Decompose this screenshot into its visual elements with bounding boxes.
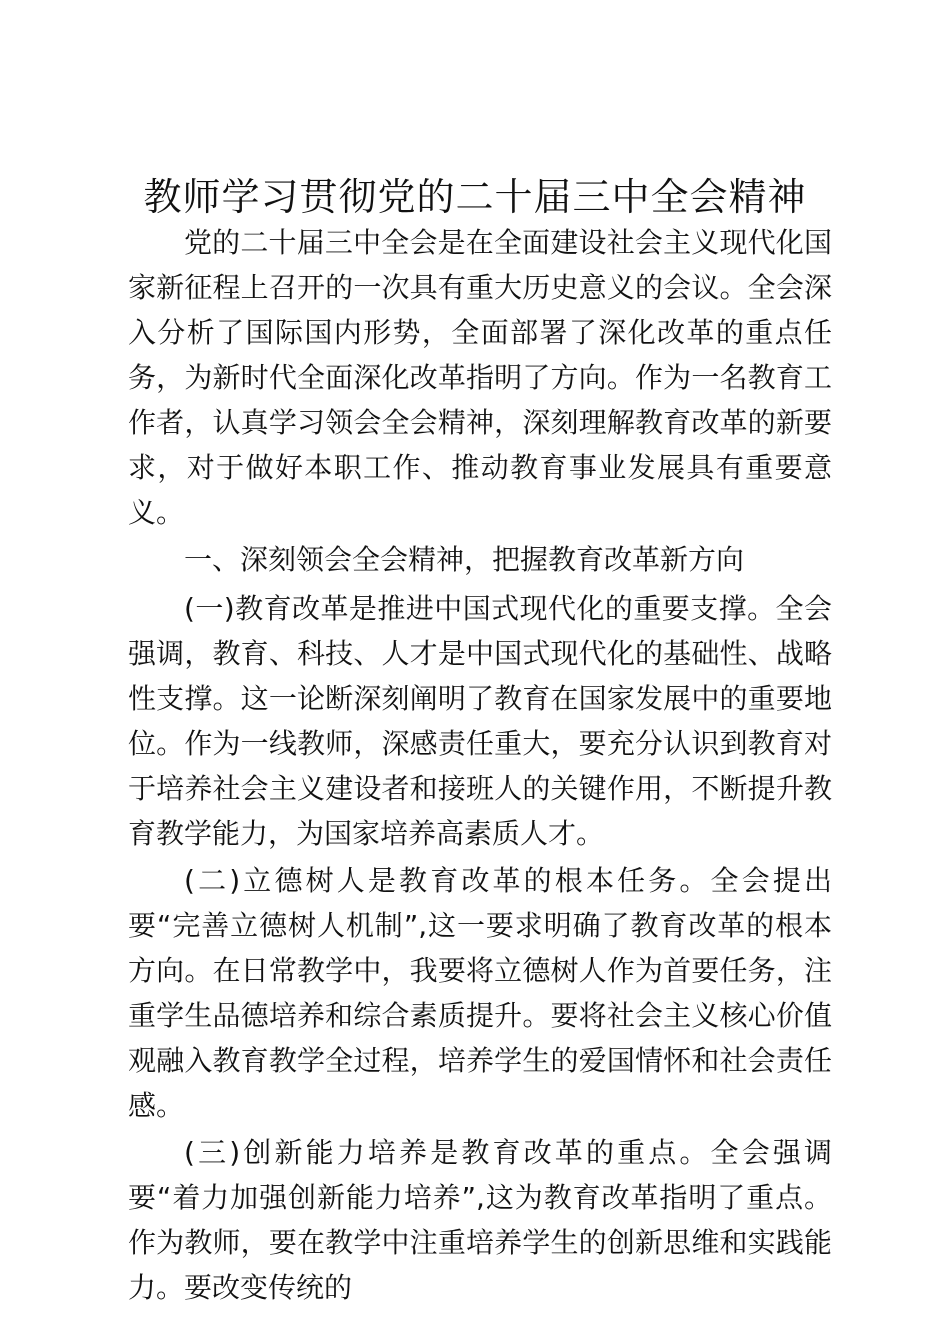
intro-paragraph: 党的二十届三中全会是在全面建设社会主义现代化国家新征程上召开的一次具有重大历史意义的会议。全会深入分析了国际国内形势，全面部署了深化改革的重点任务，为新时代全面深化改革指明了方向。作为一名教育工作者，认真学习领会全会精神，深刻理解教育改革的新要求，对于做好本职工作、推动教育事业发展具有重要意义。 <box>128 226 832 529</box>
document-title: 教师学习贯彻党的二十届三中全会精神 <box>143 175 807 219</box>
paragraph-point-1: (一)教育改革是推进中国式现代化的重要支撑。全会强调，教育、科技、人才是中国式现代化的基础性、战略性支撑。这一论断深刻阐明了教育在国家发展中的重要地位。作为一线教师，深感责任重大，要充分认识到教育对于培养社会主义建设者和接班人的关键作用，不断提升教育教学能力，为国家培养高素质人才。 <box>128 592 832 850</box>
paragraph-point-3: (三)创新能力培养是教育改革的重点。全会强调要“着力加强创新能力培养”,这为教育改革指明了重点。作为教师，要在教学中注重培养学生的创新思维和实践能力。要改变传统的 <box>128 1136 832 1304</box>
document-body <box>128 220 832 1310</box>
paragraph-point-2: (二)立德树人是教育改革的根本任务。全会提出要“完善立德树人机制”,这一要求明确了教育改革的根本方向。在日常教学中，我要将立德树人作为首要任务，注重学生品德培养和综合素质提升。要将社会主义核心价值观融入教育教学全过程，培养学生的爱国情怀和社会责任感。 <box>128 864 832 1122</box>
section-heading-1: 一、深刻领会全会精神，把握教育改革新方向 <box>184 543 745 576</box>
